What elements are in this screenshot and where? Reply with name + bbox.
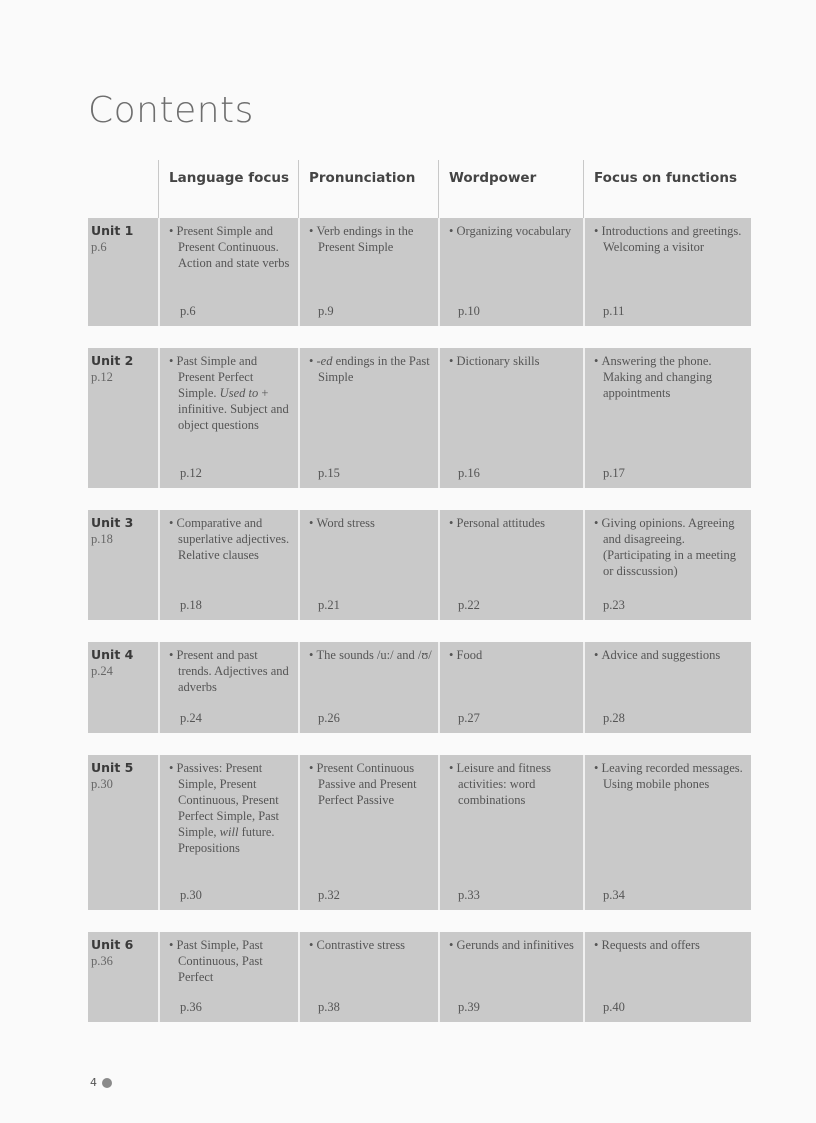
- unit-label-cell: [88, 642, 158, 733]
- unit-label-cell: [88, 932, 158, 1022]
- pronunciation-text: endings in the Past Simple: [318, 354, 430, 384]
- wordpower-cell: [438, 755, 583, 910]
- unit-row: [88, 642, 751, 733]
- unit-page: p.24: [91, 664, 113, 678]
- unit-page: p.6: [91, 240, 107, 254]
- wordpower-item: • Leisure and fitness activities: word combinations: [449, 760, 579, 808]
- pronunciation-item: • Present Continuous Passive and Present Perfect Passive: [309, 760, 434, 808]
- page-reference: p.6: [180, 304, 196, 318]
- unit-page: p.36: [91, 954, 113, 968]
- pronunciation-item: • Contrastive stress: [309, 937, 434, 953]
- page-reference: p.38: [318, 1000, 340, 1014]
- page-reference: p.30: [180, 888, 202, 902]
- pronunciation-cell: [298, 218, 438, 326]
- language-focus-cell: [158, 510, 298, 620]
- language-focus-item: [169, 353, 294, 433]
- wordpower-cell: [438, 642, 583, 733]
- functions-item: • Advice and suggestions: [594, 647, 747, 663]
- language-text: + infinitive. Subject and object questions: [178, 386, 289, 432]
- unit-row: [88, 932, 751, 1022]
- page-reference: p.27: [458, 711, 480, 725]
- unit-page: p.18: [91, 532, 113, 546]
- page-reference: p.12: [180, 466, 202, 480]
- unit-name: Unit 3: [91, 515, 134, 530]
- page-reference: p.10: [458, 304, 480, 318]
- wordpower-item: • Organizing vocabulary: [449, 223, 579, 239]
- page-reference: p.11: [603, 304, 625, 318]
- language-italic-text: will: [219, 825, 239, 839]
- pronunciation-item: • Verb endings in the Present Simple: [309, 223, 434, 255]
- functions-item: • Requests and offers: [594, 937, 747, 953]
- language-focus-cell: [158, 218, 298, 326]
- language-focus-cell: [158, 932, 298, 1022]
- language-focus-item: • Present and past trends. Adjectives and adverbs: [169, 647, 294, 695]
- unit-label-cell: [88, 348, 158, 488]
- unit-label-cell: [88, 755, 158, 910]
- page-footer: [90, 1076, 112, 1089]
- unit-page: p.30: [91, 777, 113, 791]
- page-reference: p.28: [603, 711, 625, 725]
- pronunciation-cell: [298, 755, 438, 910]
- page-reference: p.33: [458, 888, 480, 902]
- language-text: future. Prepositions: [178, 825, 275, 855]
- unit-row: [88, 755, 751, 910]
- wordpower-item: • Dictionary skills: [449, 353, 579, 369]
- page-number: 4: [90, 1076, 97, 1089]
- header-wordpower: Wordpower: [438, 160, 583, 218]
- language-focus-item: [169, 760, 294, 856]
- page-reference: p.9: [318, 304, 334, 318]
- circle-bullet-icon: [102, 1078, 112, 1088]
- language-italic-text: Used to: [219, 386, 259, 400]
- unit-name: Unit 2: [91, 353, 134, 368]
- page-reference: p.24: [180, 711, 202, 725]
- pronunciation-italic-text: -ed: [316, 354, 333, 368]
- functions-cell: [583, 755, 751, 910]
- page-reference: p.18: [180, 598, 202, 612]
- wordpower-item: • Food: [449, 647, 579, 663]
- wordpower-cell: [438, 348, 583, 488]
- functions-cell: [583, 510, 751, 620]
- wordpower-cell: [438, 510, 583, 620]
- header-pronunciation: Pronunciation: [298, 160, 438, 218]
- language-focus-item: • Comparative and superlative adjectives. Relative clauses: [169, 515, 294, 563]
- pronunciation-cell: [298, 642, 438, 733]
- language-text: Passives: Present Simple, Present Continuous, Present Perfect Simple, Past Simple,: [176, 761, 280, 839]
- language-text: Past Simple and Present Perfect Simple.: [176, 354, 258, 400]
- page-reference: p.23: [603, 598, 625, 612]
- page-reference: p.17: [603, 466, 625, 480]
- functions-item: • Answering the phone. Making and changing appointments: [594, 353, 747, 401]
- unit-row: [88, 218, 751, 326]
- page-reference: p.15: [318, 466, 340, 480]
- contents-table: [88, 160, 751, 1044]
- unit-label-cell: [88, 218, 158, 326]
- pronunciation-cell: [298, 348, 438, 488]
- unit-name: Unit 1: [91, 223, 134, 238]
- language-focus-item: • Past Simple, Past Continuous, Past Perfect: [169, 937, 294, 985]
- unit-page: p.12: [91, 370, 113, 384]
- unit-label-cell: [88, 510, 158, 620]
- functions-cell: [583, 932, 751, 1022]
- pronunciation-cell: [298, 510, 438, 620]
- header-focus-on-functions: Focus on functions: [583, 160, 751, 218]
- unit-name: Unit 6: [91, 937, 134, 952]
- functions-item: • Introductions and greetings. Welcoming a visitor: [594, 223, 747, 255]
- header-blank: [88, 160, 158, 218]
- pronunciation-item: • The sounds /u:/ and /ʊ/: [309, 647, 434, 663]
- page-reference: p.36: [180, 1000, 202, 1014]
- wordpower-cell: [438, 932, 583, 1022]
- functions-cell: [583, 348, 751, 488]
- unit-row: [88, 510, 751, 620]
- language-focus-item: • Present Simple and Present Continuous. Action and state verbs: [169, 223, 294, 271]
- pronunciation-cell: [298, 932, 438, 1022]
- functions-cell: [583, 642, 751, 733]
- unit-name: Unit 5: [91, 760, 134, 775]
- pronunciation-item: • Word stress: [309, 515, 434, 531]
- wordpower-cell: [438, 218, 583, 326]
- page-title: Contents: [88, 90, 254, 131]
- language-focus-cell: [158, 348, 298, 488]
- wordpower-item: • Gerunds and infinitives: [449, 937, 579, 953]
- page-reference: p.26: [318, 711, 340, 725]
- wordpower-item: • Personal attitudes: [449, 515, 579, 531]
- functions-item: • Giving opinions. Agreeing and disagreeing. (Participating in a meeting or disscussion): [594, 515, 747, 579]
- language-focus-cell: [158, 755, 298, 910]
- language-focus-cell: [158, 642, 298, 733]
- page-reference: p.39: [458, 1000, 480, 1014]
- functions-cell: [583, 218, 751, 326]
- page-reference: p.34: [603, 888, 625, 902]
- unit-row: [88, 348, 751, 488]
- table-header: [88, 160, 751, 218]
- page-reference: p.40: [603, 1000, 625, 1014]
- page-reference: p.16: [458, 466, 480, 480]
- unit-name: Unit 4: [91, 647, 134, 662]
- pronunciation-item: [309, 353, 434, 385]
- page-reference: p.21: [318, 598, 340, 612]
- page-reference: p.32: [318, 888, 340, 902]
- page-reference: p.22: [458, 598, 480, 612]
- functions-item: • Leaving recorded messages. Using mobile phones: [594, 760, 747, 792]
- header-language-focus: Language focus: [158, 160, 298, 218]
